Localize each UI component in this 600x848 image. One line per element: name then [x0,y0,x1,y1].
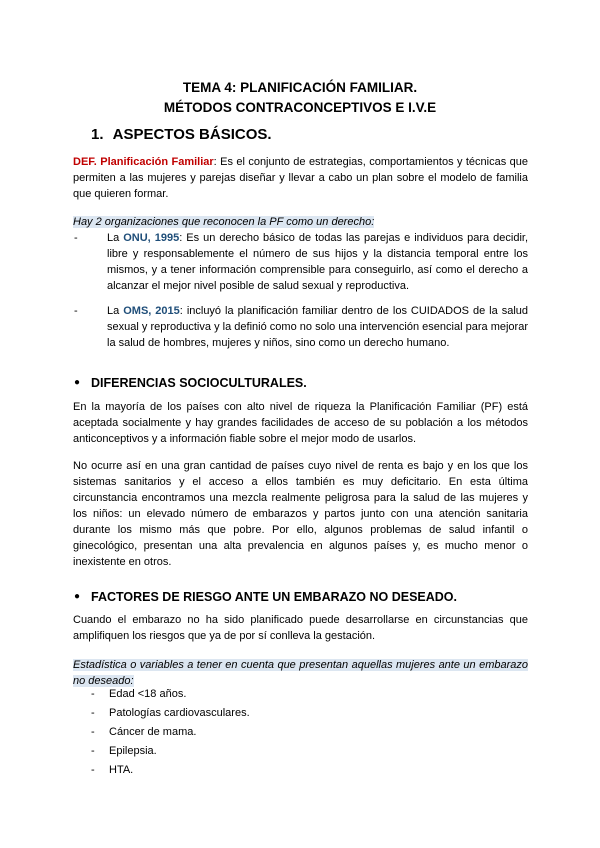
list-item [91,705,250,721]
dash-marker: - [91,745,95,757]
item-text: : incluyó la planificación familiar dentro de los CUIDADOS de la salud sexual y reproductiva y la definió como no solo una intervención esencial para mejorar la salud de hombres, mujeres y niños, sino como un derecho humano. [107,305,529,349]
section-heading-text: ASPECTOS BÁSICOS. [112,126,272,143]
list-item-text: Cáncer de mama. [109,726,197,738]
list-item-text: Edad <18 años. [109,688,187,700]
dash-marker: - [91,707,95,719]
section-heading-diferencias [74,376,307,390]
list-item-text: Patologías cardiovasculares. [109,707,250,719]
list-item [91,724,196,740]
org-name-onu: ONU, 1995 [123,232,180,244]
definition-label: DEF. Planificación Familiar [73,156,214,168]
dash-marker: - [74,232,78,244]
item-prefix: La [107,305,124,317]
list-item-oms [74,303,529,351]
factores-intro-text: Estadística o variables a tener en cuenta que presentan aquellas mujeres ante un embarazo no deseado: [73,659,528,687]
definition-paragraph [73,154,528,202]
organizations-intro [73,214,528,230]
dash-marker: - [91,688,95,700]
bullet-marker: ● [74,591,81,602]
page-title-line-2: MÉTODOS CONTRACONCEPTIVOS E I.V.E [163,100,437,115]
item-text: : Es un derecho básico de todas las parejas e individuos para decidir, libre y responsablemente el número de sus hijos y la distancia temporal entre los mismos, y a tener información comprensible para conseguirlo, así como el derecho a alcanzar el mejor nivel posible de salud sexual y reproductiva. [107,232,528,292]
list-item [91,686,186,702]
bullet-heading-text: FACTORES DE RIESGO ANTE UN EMBARAZO NO DESEADO. [91,590,458,604]
list-item [91,762,133,778]
org-name-oms: OMS, 2015 [123,305,180,317]
page-title-line-1: TEMA 4: PLANIFICACIÓN FAMILIAR. [182,80,418,95]
section-heading-factores [74,590,458,604]
definition-text: : Es el conjunto de estrategias, comportamientos y técnicas que permiten a las mujeres y parejas diseñar y llevar a cabo un plan sobre el modelo de familia que quieren formar. [73,156,528,200]
dash-marker: - [91,764,95,776]
list-item-text: Epilepsia. [109,745,157,757]
organizations-intro-text: Hay 2 organizaciones que reconocen la PF como un derecho: [73,216,375,228]
factores-intro [73,657,528,689]
bullet-heading-text: DIFERENCIAS SOCIOCULTURALES. [91,376,307,390]
section-number: 1. [91,126,104,143]
list-item-onu [74,230,528,294]
bullet-marker: ● [74,377,81,388]
list-item [91,743,157,759]
diferencias-paragraph-1: En la mayoría de los países con alto nivel de riqueza la Planificación Familiar (PF) está aceptada socialmente y hay grandes facilidades de acceso de su población a los métodos anticonceptivos y a información fiable sobre el mejor modo de usarlos. [73,401,528,445]
section-heading-aspectos [91,126,272,143]
list-item-text: HTA. [109,764,134,776]
dash-marker: - [91,726,95,738]
item-prefix: La [107,232,124,244]
diferencias-paragraph-2: No ocurre así en una gran cantidad de países cuyo nivel de renta es bajo y en los que los sistemas sanitarios y el acceso a ellos también es muy deficitario. En esta última circunstancia encontramos una mezcla realmente peligrosa para la salud de las mujeres y los niños: un elevado número de embarazos y partos junto con una atención sanitaria durante los mismo más que pobre. Por ello, algunos problemas de salud infantil o ginecológico, presentan una alta prevalencia en algunos países y, es mucho menor o inexistente en otros. [73,460,528,568]
factores-paragraph: Cuando el embarazo no ha sido planificado puede desarrollarse en circunstancias que amplifiquen los riesgos que ya de por sí conlleva la gestación. [73,614,528,642]
dash-marker: - [74,305,78,317]
